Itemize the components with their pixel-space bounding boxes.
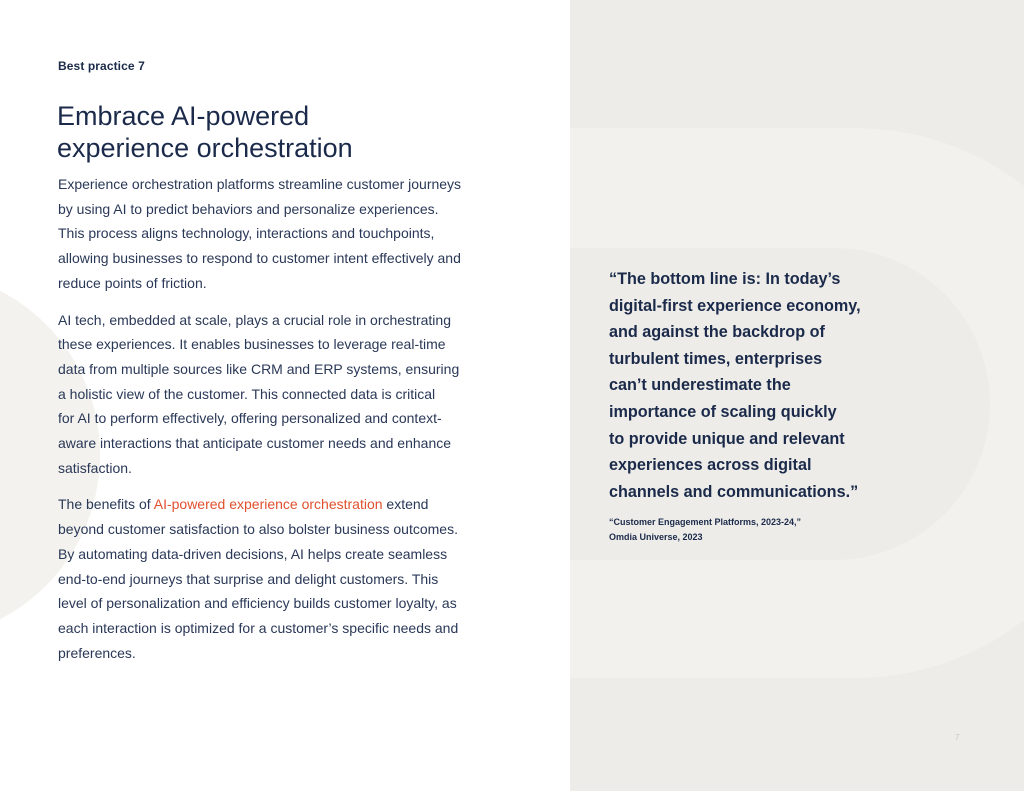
quote-line: can’t underestimate the bbox=[609, 376, 791, 395]
paragraph-2 bbox=[58, 308, 528, 481]
orchestration-link[interactable]: AI-powered experience orchestration bbox=[153, 496, 383, 513]
quote-line: experiences across digital bbox=[609, 456, 812, 475]
section-label: Best practice 7 bbox=[58, 59, 145, 73]
text-line: data from multiple sources like CRM and ERP systems, ensuring bbox=[58, 360, 460, 377]
text-line: This process aligns technology, interactions and touchpoints, bbox=[58, 225, 435, 242]
text-line: each interaction is optimized for a customer’s specific needs and bbox=[58, 619, 459, 636]
quote-line: and against the backdrop of bbox=[609, 323, 825, 342]
text-line: By automating data-driven decisions, AI helps create seamless bbox=[58, 545, 448, 562]
quote-line: digital-first experience economy, bbox=[609, 296, 861, 315]
text-fragment: extend bbox=[382, 496, 429, 513]
text-fragment: The benefits of bbox=[58, 496, 154, 513]
quote-text bbox=[609, 266, 1009, 505]
text-line: end-to-end journeys that surprise and delight customers. This bbox=[58, 570, 439, 587]
text-line: preferences. bbox=[58, 644, 136, 661]
text-line: aware interactions that anticipate customer needs and enhance bbox=[58, 435, 452, 452]
body-text bbox=[58, 172, 528, 677]
text-line: a holistic view of the customer. This connected data is critical bbox=[58, 385, 436, 402]
text-line: reduce points of friction. bbox=[58, 274, 207, 291]
source-line: “Customer Engagement Platforms, 2023-24,” bbox=[609, 517, 802, 528]
text-line-with-link bbox=[58, 492, 528, 517]
page-number: 7 bbox=[955, 733, 960, 742]
title-line: Embrace AI-powered bbox=[57, 101, 310, 131]
text-line: Experience orchestration platforms streamline customer journeys bbox=[58, 176, 462, 192]
paragraph-1 bbox=[58, 172, 528, 296]
pull-quote bbox=[609, 266, 1009, 545]
quote-line: importance of scaling quickly bbox=[609, 402, 837, 421]
text-line: by using AI to predict behaviors and personalize experiences. bbox=[58, 200, 439, 217]
quote-line: “The bottom line is: In today’s bbox=[609, 270, 841, 288]
text-line: these experiences. It enables businesses to leverage real-time bbox=[58, 336, 446, 353]
quote-line: to provide unique and relevant bbox=[609, 429, 845, 448]
title-line: experience orchestration bbox=[57, 133, 353, 163]
page-title bbox=[57, 100, 353, 164]
quote-line: channels and communications.” bbox=[609, 482, 859, 501]
text-line: beyond customer satisfaction to also bolster business outcomes. bbox=[58, 521, 458, 538]
paragraph-3 bbox=[58, 492, 528, 665]
text-line: AI tech, embedded at scale, plays a crucial role in orchestrating bbox=[58, 311, 451, 328]
text-line: for AI to perform effectively, offering personalized and context- bbox=[58, 410, 442, 427]
quote-line: turbulent times, enterprises bbox=[609, 349, 823, 368]
text-line: satisfaction. bbox=[58, 459, 132, 476]
text-line: level of personalization and efficiency builds customer loyalty, as bbox=[58, 595, 457, 612]
quote-source bbox=[609, 515, 1009, 545]
source-line: Omdia Universe, 2023 bbox=[609, 532, 703, 543]
text-line: allowing businesses to respond to customer intent effectively and bbox=[58, 250, 461, 267]
